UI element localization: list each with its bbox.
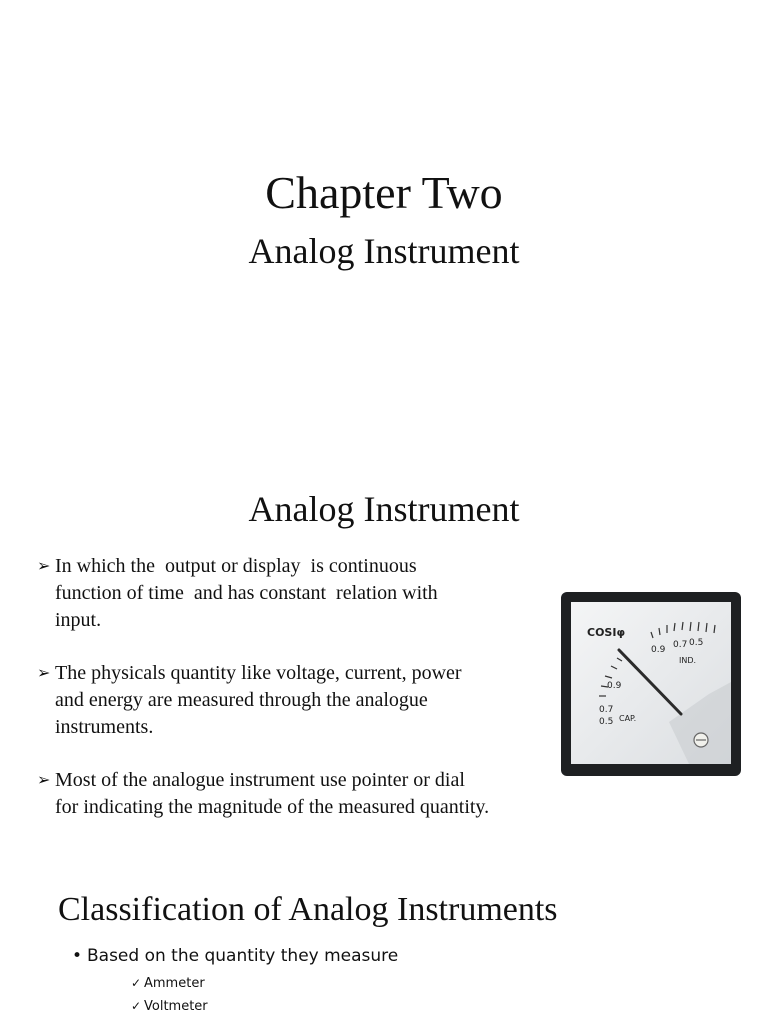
bullet-text: The physicals quantity like voltage, current, power and energy are measured through the analogue instruments. <box>55 662 462 738</box>
meter-ind-label: IND. <box>679 656 697 665</box>
bullet-text: Based on the quantity they measure <box>87 946 399 966</box>
instrument-label: Voltmeter <box>144 999 208 1014</box>
arrow-bullet-icon: ➢ <box>37 665 51 682</box>
list-item <box>72 944 398 968</box>
meter-scale-label: 0.9 <box>651 645 666 655</box>
power-factor-meter-image <box>559 590 743 780</box>
checkmark-icon: ✓ <box>131 999 142 1013</box>
bullet-list <box>37 553 557 847</box>
meter-scale-label: 0.5 <box>689 638 704 648</box>
arrow-bullet-icon: ➢ <box>37 772 51 789</box>
list-item <box>131 972 208 995</box>
chapter-title: Chapter Two <box>265 167 503 218</box>
list-item <box>37 553 557 634</box>
bullet-text: In which the output or display is continuous function of time and has constant relation with input. <box>55 555 438 631</box>
meter-scale-label: 0.5 <box>599 717 614 727</box>
instrument-label: Ammeter <box>144 976 205 991</box>
meter-cap-label: CAP. <box>619 714 637 723</box>
slide-title: Classification of Analog Instruments <box>58 891 558 928</box>
list-item <box>37 660 557 741</box>
arrow-bullet-icon: ➢ <box>37 558 51 575</box>
instrument-list <box>131 972 208 1018</box>
meter-scale-label: 0.9 <box>607 681 622 691</box>
meter-scale-label: 0.7 <box>673 640 688 650</box>
list-item <box>37 767 557 821</box>
meter-scale-label: 0.7 <box>599 705 614 715</box>
chapter-subtitle: Analog Instrument <box>248 231 520 271</box>
analog-instrument-slide <box>0 470 768 840</box>
slide-title: Analog Instrument <box>248 489 520 529</box>
bullet-text: Most of the analogue instrument use pointer or dial for indicating the magnitude of the measured quantity. <box>55 769 490 818</box>
list-item <box>131 995 208 1018</box>
title-slide <box>0 0 768 470</box>
checkmark-icon: ✓ <box>131 976 142 990</box>
meter-brand-label: COSIφ <box>587 626 626 639</box>
bullet-dot-icon: • <box>72 946 83 966</box>
classification-slide <box>0 840 768 1024</box>
